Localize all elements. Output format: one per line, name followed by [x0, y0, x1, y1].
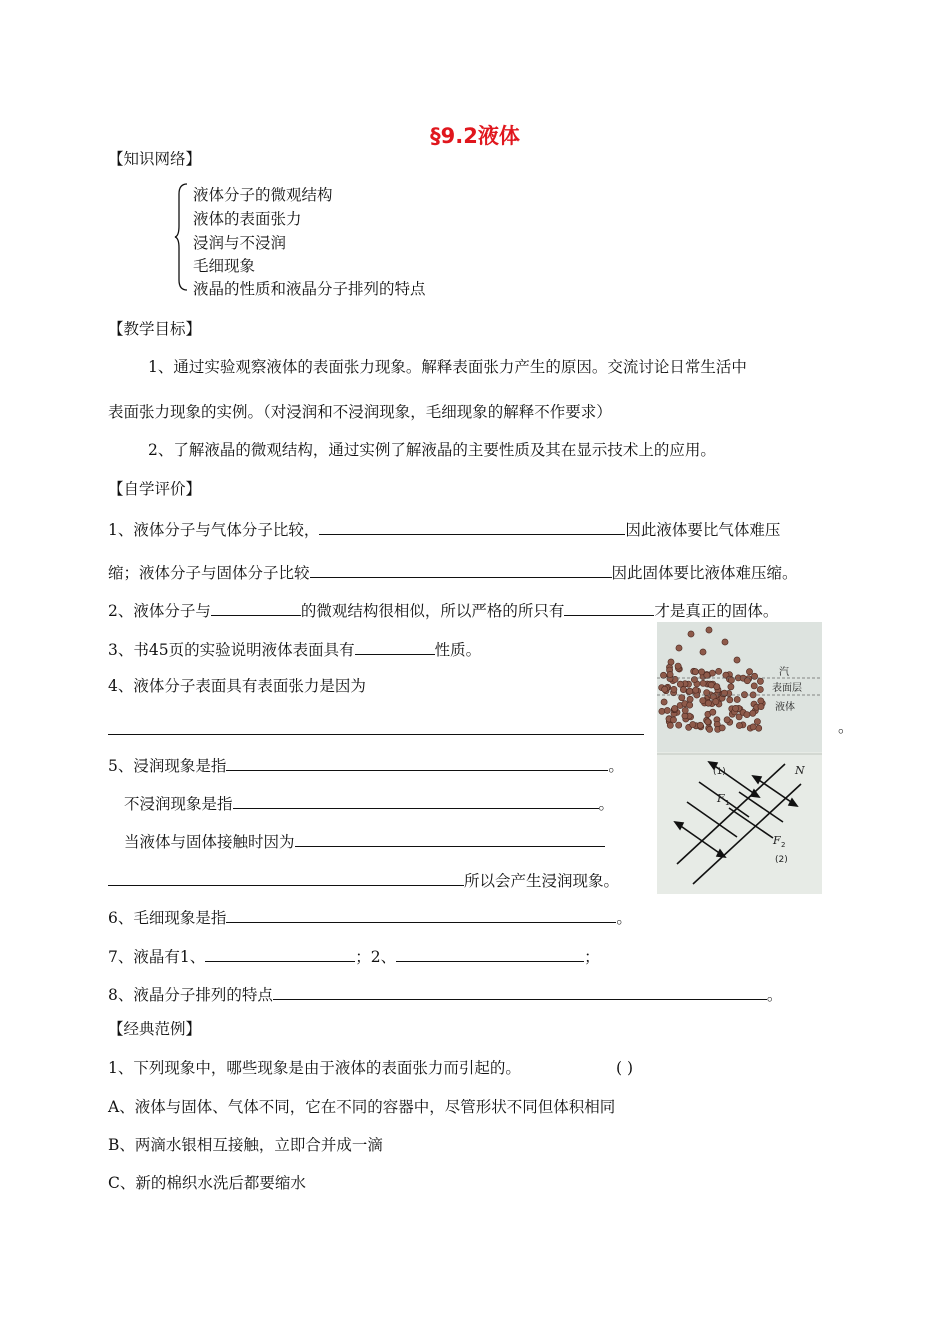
question-8: [108, 985, 782, 1004]
answer-paren[interactable]: ( ): [616, 1059, 634, 1077]
label-f2-sub: 2: [781, 841, 786, 849]
answer-blank[interactable]: [205, 947, 355, 962]
question-text: ；: [584, 948, 600, 966]
molecule: [687, 688, 693, 694]
molecule: [670, 717, 676, 723]
molecule: [672, 705, 678, 711]
molecule: [700, 680, 706, 686]
question-1b: [108, 563, 798, 582]
answer-blank[interactable]: [310, 563, 612, 578]
answer-blank[interactable]: [211, 601, 301, 616]
question-text: 6、毛细现象是指: [108, 909, 227, 927]
molecule: [744, 678, 750, 684]
question-text: 1、液体分子与气体分子比较，: [108, 521, 320, 539]
molecule: [744, 712, 750, 718]
question-text: 7、液晶有1、: [108, 948, 206, 966]
molecule: [704, 672, 710, 678]
question-text: 缩；液体分子与固体分子比较: [108, 564, 310, 582]
molecule: [716, 668, 722, 674]
molecule: [690, 721, 696, 727]
label-f2: F: [773, 834, 781, 847]
molecule: [675, 663, 681, 669]
knowledge-item: 浸润与不浸润: [193, 234, 287, 252]
label-n: N: [795, 764, 805, 777]
question-5c: [124, 832, 605, 851]
molecule: [734, 657, 740, 663]
answer-blank[interactable]: [108, 871, 464, 886]
goal-text: 2、了解液晶的微观结构，通过实例了解液晶的主要性质及其在显示技术上的应用。: [148, 441, 716, 459]
molecule: [660, 672, 666, 678]
molecule: [662, 686, 668, 692]
molecule: [697, 722, 703, 728]
molecule: [727, 697, 733, 703]
example-question: 1、下列现象中，哪些现象是由于液体的表面张力而引起的。: [108, 1059, 521, 1077]
molecule: [750, 710, 756, 716]
molecule: [676, 645, 682, 651]
option-a[interactable]: A、液体与固体、气体不同，它在不同的容器中，尽管形状不同但体积相同: [108, 1098, 616, 1116]
answer-blank[interactable]: [355, 640, 435, 655]
molecule: [746, 669, 752, 675]
molecule: [758, 698, 764, 704]
label-vapor: 汽: [779, 667, 789, 678]
knowledge-item: 毛细现象: [193, 257, 256, 275]
answer-blank[interactable]: [226, 908, 616, 923]
molecule: [693, 687, 699, 693]
question-5a: [108, 756, 624, 775]
examples-heading: 【经典范例】: [108, 1020, 202, 1038]
answer-blank[interactable]: [233, 794, 599, 809]
question-1a: [108, 520, 780, 539]
molecule: [687, 702, 693, 708]
goal-text: 表面张力现象的实例。（对浸润和不浸润现象，毛细现象的解释不作要求）: [108, 403, 612, 421]
molecule: [671, 686, 677, 692]
molecule: [705, 719, 711, 725]
molecule: [688, 631, 694, 637]
question-text: 当液体与固体接触时因为: [124, 833, 295, 851]
goal-text: 1、通过实验观察液体的表面张力现象。解释表面张力产生的原因。交流讨论日常生活中: [148, 358, 747, 376]
molecule: [677, 681, 683, 687]
page-title: §9.2液体: [430, 124, 520, 148]
knowledge-heading: 【知识网络】: [108, 150, 202, 168]
molecule: [710, 709, 716, 715]
question-text: 因此固体要比液体难压缩。: [611, 564, 798, 582]
molecule: [682, 707, 688, 713]
question-5d: [108, 871, 619, 890]
molecule: [750, 724, 756, 730]
question-text: 因此液体要比气体难压: [625, 521, 781, 539]
question-4-line: [108, 720, 644, 739]
molecule: [679, 695, 685, 701]
label-f1: F: [717, 792, 725, 805]
knowledge-item: 液体分子的微观结构: [193, 186, 333, 204]
molecule: [754, 719, 760, 725]
molecule: [757, 686, 763, 692]
question-6: [108, 908, 632, 927]
molecule: [728, 684, 734, 690]
molecule: [668, 659, 674, 665]
question-text: 3、书45页的实验说明液体表面具有: [108, 641, 355, 659]
molecule: [734, 696, 740, 702]
answer-blank[interactable]: [319, 520, 625, 535]
surface-tension-figure: [657, 622, 822, 894]
goals-heading: 【教学目标】: [108, 320, 202, 338]
option-b[interactable]: B、两滴水银相互接触，立即合并成一滴: [108, 1136, 383, 1154]
molecule: [705, 700, 711, 706]
molecule: [661, 699, 667, 705]
period-mark: 。: [598, 795, 615, 813]
question-text: 的微观结构很相似，所以严格的所只有: [300, 602, 565, 620]
molecule: [667, 722, 673, 728]
molecule: [719, 725, 725, 731]
label-surface: 表面层: [772, 683, 802, 694]
question-text: 不浸润现象是指: [124, 795, 233, 813]
period-mark: 。: [608, 757, 624, 775]
brace-icon: [174, 182, 190, 292]
label-f1-sub: 1: [725, 799, 730, 807]
answer-blank[interactable]: [273, 985, 767, 1000]
molecule: [756, 725, 762, 731]
answer-blank[interactable]: [564, 601, 654, 616]
knowledge-item: 液体的表面张力: [193, 210, 302, 228]
answer-blank[interactable]: [108, 720, 644, 735]
period-mark: 。: [616, 909, 632, 927]
molecule: [714, 684, 720, 690]
period-mark: 。: [838, 718, 854, 736]
molecule: [707, 726, 713, 732]
label-1: (1): [713, 767, 726, 777]
molecule: [700, 649, 706, 655]
question-text: 所以会产生浸润现象。: [464, 872, 620, 890]
molecule: [692, 669, 698, 675]
molecule: [700, 698, 706, 704]
molecule: [758, 704, 764, 710]
molecule: [706, 627, 712, 633]
molecule: [724, 717, 730, 723]
period-mark: 。: [766, 986, 783, 1004]
question-4: 4、液体分子表面具有表面张力是因为: [108, 677, 366, 695]
question-text: 才是真正的固体。: [654, 602, 779, 620]
question-2: [108, 601, 778, 620]
answer-blank[interactable]: [295, 832, 605, 847]
molecule: [722, 639, 728, 645]
molecule: [687, 696, 693, 702]
question-text: ；2、: [355, 948, 397, 966]
molecule: [757, 678, 763, 684]
molecule: [733, 705, 739, 711]
molecule: [667, 671, 673, 677]
question-text: 2、液体分子与: [108, 602, 211, 620]
label-liquid: 液体: [775, 702, 795, 713]
label-2: (2): [775, 855, 788, 865]
molecule: [691, 677, 697, 683]
question-7: [108, 947, 600, 966]
molecule: [713, 699, 719, 705]
answer-blank[interactable]: [226, 756, 608, 771]
molecule: [751, 683, 757, 689]
molecule: [664, 707, 670, 713]
molecule: [676, 722, 682, 728]
option-c[interactable]: C、新的棉织水洗后都要缩水: [108, 1174, 306, 1192]
self-eval-heading: 【自学评价】: [108, 480, 202, 498]
knowledge-item: 液晶的性质和液晶分子排列的特点: [193, 280, 426, 298]
question-5b: [124, 794, 614, 813]
question-text: 性质。: [434, 641, 482, 659]
question-3: [108, 640, 481, 659]
answer-blank[interactable]: [396, 947, 584, 962]
surface-tension-diagram: [657, 622, 822, 894]
molecule: [736, 722, 742, 728]
question-text: 5、浸润现象是指: [108, 757, 227, 775]
question-text: 8、液晶分子排列的特点: [108, 986, 273, 1004]
molecule: [752, 673, 758, 679]
